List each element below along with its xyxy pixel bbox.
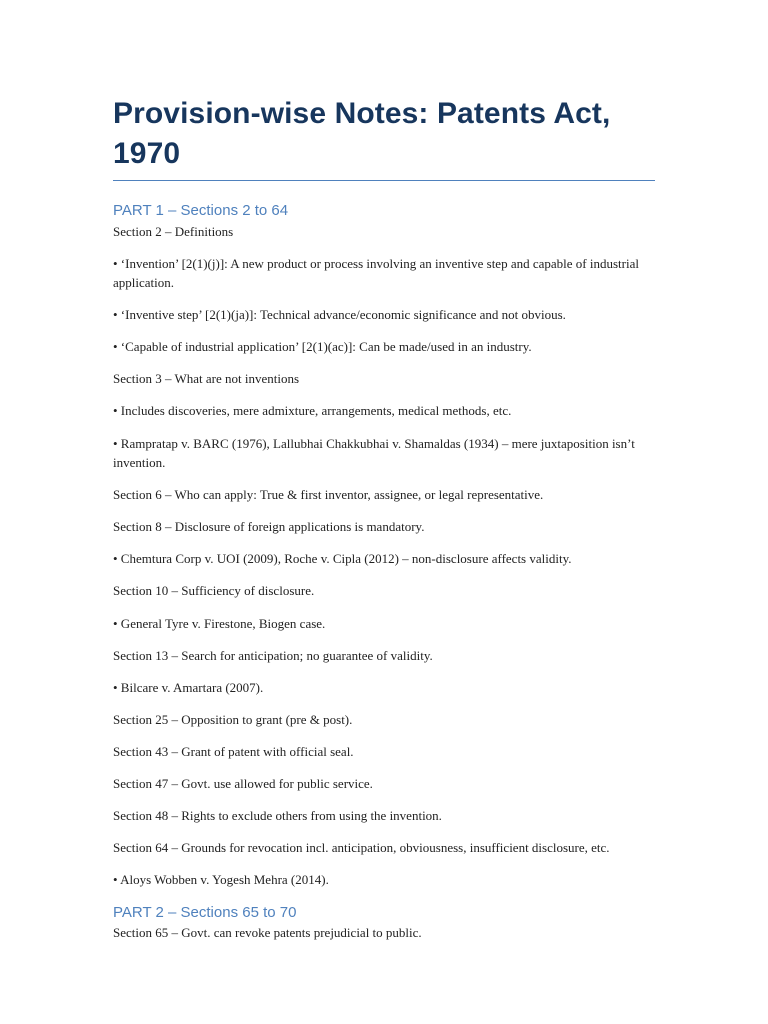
paragraph: Section 64 – Grounds for revocation incl. anticipation, obviousness, insufficient disclosure, etc. (113, 840, 610, 856)
paragraph: Section 65 – Govt. can revoke patents prejudicial to public. (113, 925, 422, 941)
paragraph: Section 13 – Search for anticipation; no guarantee of validity. (113, 647, 433, 663)
part-1-heading: PART 1 – Sections 2 to 64 (113, 202, 289, 219)
paragraph: Section 47 – Govt. use allowed for public service. (113, 776, 373, 791)
paragraph: Section 25 – Opposition to grant (pre & post). (113, 711, 353, 727)
paragraph: • Aloys Wobben v. Yogesh Mehra (2014). (113, 872, 329, 888)
paragraph: • ‘Invention’ [2(1)(j)]: A new product or process involving an inventive step and capable of industrial application. (113, 255, 639, 291)
document-body (113, 94, 655, 943)
paragraph: Section 6 – Who can apply: True & first inventor, assignee, or legal representative. (113, 487, 544, 503)
paragraph: Section 10 – Sufficiency of disclosure. (113, 583, 315, 599)
part-1-section (113, 201, 655, 890)
paragraph: • General Tyre v. Firestone, Biogen case. (113, 615, 326, 631)
paragraph: • ‘Inventive step’ [2(1)(ja)]: Technical advance/economic significance and not obvious. (113, 307, 566, 323)
paragraph: Section 2 – Definitions (113, 223, 234, 239)
part-2-section (113, 903, 655, 943)
document-title: Provision-wise Notes: Patents Act, 1970 (113, 94, 655, 181)
paragraph: Section 43 – Grant of patent with official seal. (113, 743, 354, 759)
paragraph: • Includes discoveries, mere admixture, arrangements, medical methods, etc. (113, 403, 512, 419)
paragraph: Section 48 – Rights to exclude others from using the invention. (113, 808, 442, 824)
paragraph: Section 8 – Disclosure of foreign applications is mandatory. (113, 519, 425, 535)
paragraph: • Rampratap v. BARC (1976), Lallubhai Chakkubhai v. Shamaldas (1934) – mere juxtaposition isn’t invention. (113, 435, 635, 471)
paragraph: • Chemtura Corp v. UOI (2009), Roche v. Cipla (2012) – non-disclosure affects validity. (113, 551, 572, 567)
part-2-heading: PART 2 – Sections 65 to 70 (113, 903, 297, 921)
paragraph: Section 3 – What are not inventions (113, 371, 300, 387)
paragraph: • ‘Capable of industrial application’ [2(1)(ac)]: Can be made/used in an industry. (113, 339, 532, 355)
paragraph: • Bilcare v. Amartara (2007). (113, 679, 264, 695)
